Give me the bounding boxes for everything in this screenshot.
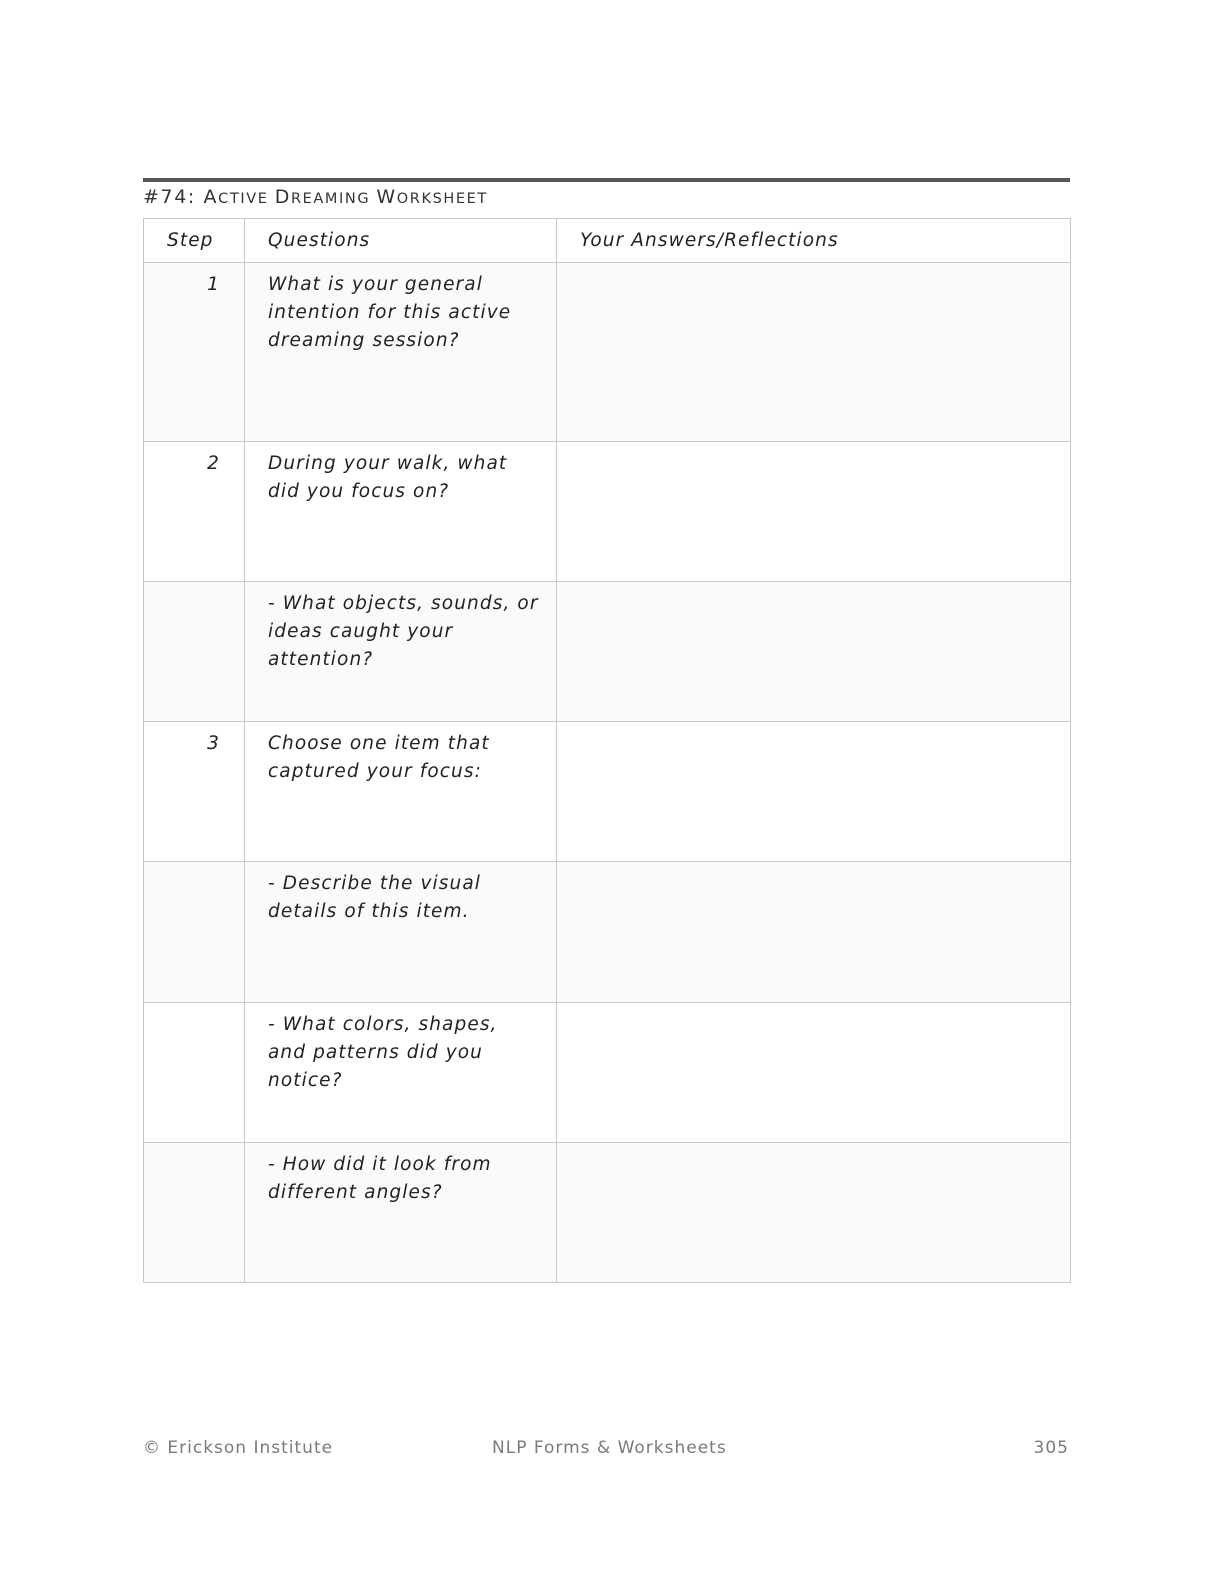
table-row [144,442,1071,582]
answer-field[interactable] [557,1143,1071,1283]
column-header-answers: Your Answers/Reflections [557,219,1071,263]
answer-field[interactable] [557,862,1071,1003]
worksheet-table [143,218,1071,1283]
table-header-row [144,219,1071,263]
answer-field[interactable] [557,442,1071,582]
question-text: What is your general intention for this active dreaming session? [245,263,557,442]
step-number: 1 [144,263,245,442]
title-prefix: #74: [143,186,204,208]
answer-field[interactable] [557,263,1071,442]
footer-page-number: 305 [1033,1438,1069,1458]
title-word-2: DREAMING [274,186,377,208]
worksheet-title [143,185,488,211]
step-number [144,1143,245,1283]
question-text: Choose one item that captured your focus: [245,722,557,862]
answer-field[interactable] [557,722,1071,862]
title-rule [143,178,1070,182]
step-number: 3 [144,722,245,862]
step-number: 2 [144,442,245,582]
table-row [144,722,1071,862]
table-row [144,1003,1071,1143]
question-text: - How did it look from different angles? [245,1143,557,1283]
step-number [144,1003,245,1143]
question-text: - What objects, sounds, or ideas caught your attention? [245,582,557,722]
question-text: - What colors, shapes, and patterns did you notice? [245,1003,557,1143]
column-header-questions: Questions [245,219,557,263]
title-word-1: ACTIVE [203,186,275,208]
question-text: - Describe the visual details of this item. [245,862,557,1003]
title-word-3: WORKSHEET [376,186,488,208]
answer-field[interactable] [557,582,1071,722]
table-row [144,862,1071,1003]
footer-copyright: © Erickson Institute [143,1438,334,1458]
footer-book-title: NLP Forms & Worksheets [492,1438,727,1458]
step-number [144,862,245,1003]
question-text: During your walk, what did you focus on? [245,442,557,582]
table-row [144,1143,1071,1283]
answer-field[interactable] [557,1003,1071,1143]
table-row [144,582,1071,722]
step-number [144,582,245,722]
table-row [144,263,1071,442]
column-header-step: Step [144,219,245,263]
